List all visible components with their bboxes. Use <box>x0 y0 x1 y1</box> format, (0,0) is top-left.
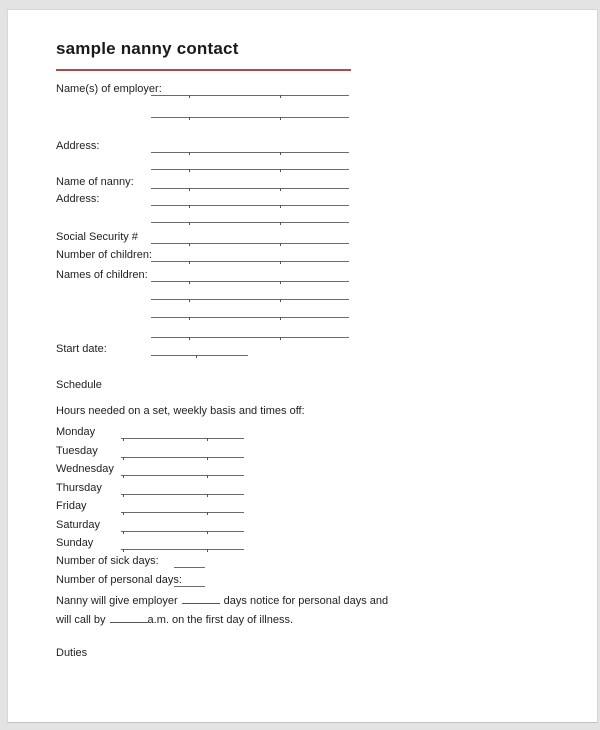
blank-line-address-2 <box>151 157 349 170</box>
blank-line-nanny-address-1 <box>151 193 349 206</box>
call-sentence <box>56 612 293 626</box>
schedule-intro: Hours needed on a set, weekly basis and times off: <box>56 405 305 417</box>
label-personal-days: Number of personal days: <box>56 574 182 586</box>
blank-line-employer-1 <box>151 83 349 96</box>
blank-line-tuesday <box>121 445 244 458</box>
label-number-of-children: Number of children: <box>56 249 152 261</box>
label-day-wednesday: Wednesday <box>56 463 114 475</box>
label-ssn: Social Security # <box>56 231 138 243</box>
blank-line-sick-days <box>174 555 205 568</box>
blank-line-nanny-name <box>151 176 349 189</box>
call-text-before: will call by <box>56 614 106 626</box>
label-day-tuesday: Tuesday <box>56 445 98 457</box>
label-employer-name: Name(s) of employer: <box>56 83 162 95</box>
label-sick-days: Number of sick days: <box>56 555 159 567</box>
blank-line-ssn <box>151 231 349 244</box>
duties-heading: Duties <box>56 647 88 659</box>
blank-line-address-1 <box>151 140 349 153</box>
document-page <box>7 9 598 723</box>
notice-text-after: days notice for personal days and <box>223 595 389 607</box>
blank-inline-call-time <box>110 612 148 623</box>
label-nanny-name: Name of nanny: <box>56 176 134 188</box>
document-title: sample nanny contact <box>56 39 239 58</box>
label-start-date: Start date: <box>56 343 107 355</box>
call-text-after: a.m. on the first day of illness. <box>147 614 294 626</box>
blank-line-children-names-1 <box>151 269 349 282</box>
blank-line-children-names-4 <box>151 325 349 338</box>
blank-line-sunday <box>121 537 244 550</box>
label-nanny-address: Address: <box>56 193 100 205</box>
label-day-thursday: Thursday <box>56 482 102 494</box>
blank-line-personal-days <box>174 574 205 587</box>
label-day-monday: Monday <box>56 426 96 438</box>
notice-sentence <box>56 593 388 607</box>
blank-line-wednesday <box>121 463 244 476</box>
schedule-heading: Schedule <box>56 379 102 391</box>
label-employer-address: Address: <box>56 140 100 152</box>
blank-line-children-names-3 <box>151 305 349 318</box>
label-day-saturday: Saturday <box>56 519 101 531</box>
blank-line-saturday <box>121 519 244 532</box>
blank-line-children-names-2 <box>151 287 349 300</box>
blank-inline-notice-days <box>182 593 220 604</box>
blank-line-nanny-address-2 <box>151 210 349 223</box>
title-underline-rule <box>56 69 351 71</box>
label-day-sunday: Sunday <box>56 537 94 549</box>
label-day-friday: Friday <box>56 500 87 512</box>
blank-line-monday <box>121 426 244 439</box>
blank-line-start-date <box>151 343 248 356</box>
blank-line-employer-2 <box>151 105 349 118</box>
label-names-of-children: Names of children: <box>56 269 148 281</box>
blank-line-friday <box>121 500 244 513</box>
notice-text-before: Nanny will give employer <box>56 595 178 607</box>
blank-line-thursday <box>121 482 244 495</box>
blank-line-number-of-children <box>151 249 349 262</box>
